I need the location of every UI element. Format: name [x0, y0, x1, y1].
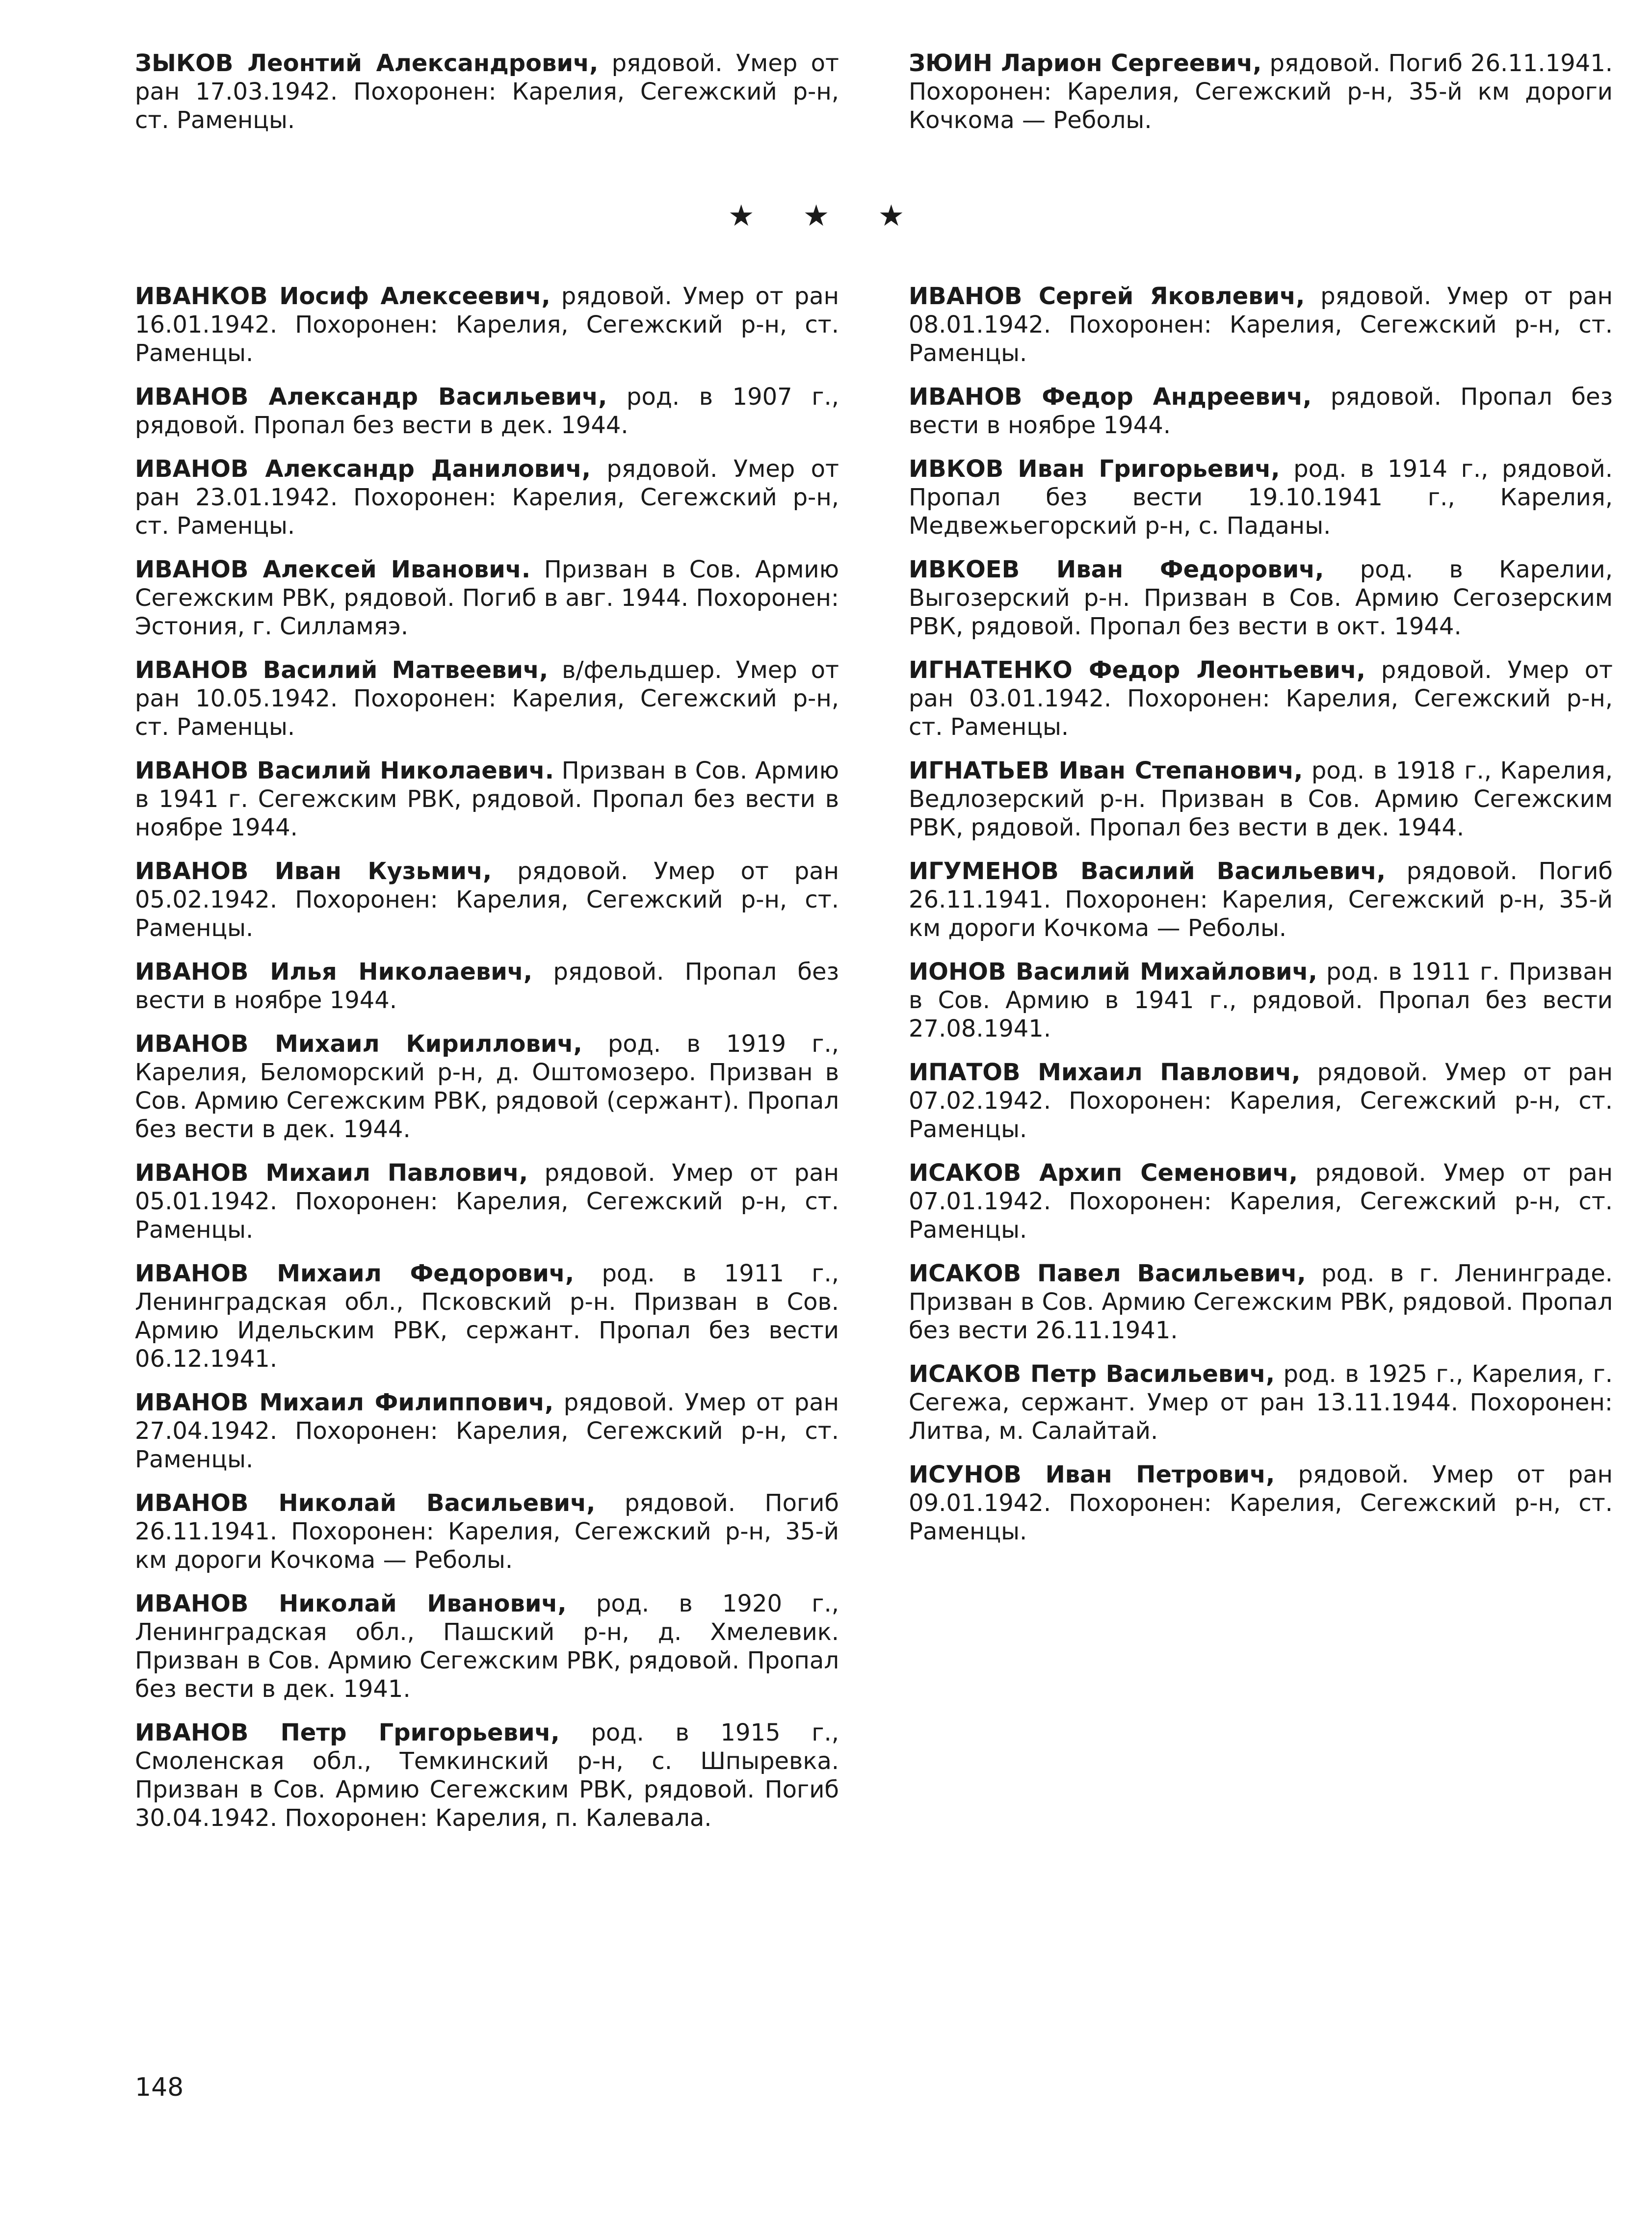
- entry-text: род. в 1915 г., Смоленская обл., Темкинский р-н, с. Шпыревка. Призван в Сов. Армию Сегежским РВК, рядовой. Погиб 30.04.1942. Похоронен: Карелия, п. Калевала.: [135, 1719, 839, 1832]
- list-item: [135, 455, 839, 540]
- entry-text: рядовой. Умер от ран 16.01.1942. Похоронен: Карелия, Сегежский р-н, ст. Раменцы.: [135, 283, 839, 367]
- entry-text: род. в Карелии, Выгозерский р-н. Призван в Сов. Армию Сегозерским РВК, рядовой. Пропал без вести в окт. 1944.: [909, 556, 1613, 640]
- list-item: [909, 1259, 1613, 1345]
- entry-name: ИВАНОВ Николай Васильевич,: [135, 1489, 596, 1517]
- list-item: [135, 1489, 839, 1574]
- list-item: [909, 383, 1613, 440]
- list-item: [909, 857, 1613, 942]
- list-item: [135, 857, 839, 942]
- list-item: [909, 656, 1613, 741]
- entry-text: рядовой. Погиб 26.11.1941. Похоронен: Карелия, Сегежский р-н, 35-й км дороги Кочкома — Реболы.: [135, 1489, 839, 1574]
- list-item: [909, 1159, 1613, 1244]
- entry-text: рядовой. Умер от ран 08.01.1942. Похоронен: Карелия, Сегежский р-н, ст. Раменцы.: [909, 283, 1613, 367]
- list-item: [135, 49, 839, 134]
- entry-name: ИСАКОВ Петр Васильевич,: [909, 1360, 1275, 1388]
- left-column: [135, 282, 839, 1848]
- right-column: [909, 282, 1613, 1561]
- entry-text: в/фельдшер. Умер от ран 10.05.1942. Похоронен: Карелия, Сегежский р-н, ст. Раменцы.: [135, 656, 839, 741]
- entry-text: рядовой. Умер от ран 05.01.1942. Похоронен: Карелия, Сегежский р-н, ст. Раменцы.: [135, 1159, 839, 1244]
- entry-name: ИВАНОВ Александр Данилович,: [135, 455, 591, 483]
- list-item: [909, 1360, 1613, 1445]
- list-item: [135, 1589, 839, 1703]
- list-item: [135, 555, 839, 641]
- entry-name: ИВКОВ Иван Григорьевич,: [909, 455, 1280, 483]
- entry-name: ИГУМЕНОВ Василий Васильевич,: [909, 858, 1386, 885]
- entry-name: ИВАНОВ Алексей Иванович.: [135, 556, 531, 583]
- entry-text: рядовой. Пропал без вести в ноябре 1944.: [135, 958, 839, 1014]
- list-item: [909, 455, 1613, 540]
- entry-name: ИВАНОВ Петр Григорьевич,: [135, 1719, 560, 1746]
- top-right-column: [909, 49, 1613, 150]
- entry-text: рядовой. Умер от ран 23.01.1942. Похоронен: Карелия, Сегежский р-н, ст. Раменцы.: [135, 455, 839, 540]
- entry-text: рядовой. Погиб 26.11.1941. Похоронен: Карелия, Сегежский р-н, 35-й км дороги Кочкома — Реболы.: [909, 50, 1613, 134]
- list-item: [135, 656, 839, 741]
- entry-name: ИСАКОВ Архип Семенович,: [909, 1159, 1298, 1187]
- entry-text: рядовой. Умер от ран 17.03.1942. Похоронен: Карелия, Сегежский р-н, ст. Раменцы.: [135, 50, 839, 134]
- entry-name: ИВАНОВ Михаил Федорович,: [135, 1260, 575, 1287]
- list-item: [909, 958, 1613, 1043]
- entry-text: род. в 1914 г., рядовой. Пропал без вести 19.10.1941 г., Карелия, Медвежьегорский р-н, с. Паданы.: [909, 455, 1613, 540]
- entry-name: ИВАНОВ Василий Матвеевич,: [135, 656, 549, 684]
- entry-text: рядовой. Умер от ран 07.02.1942. Похоронен: Карелия, Сегежский р-н, ст. Раменцы.: [909, 1059, 1613, 1143]
- entry-name: ИВКОЕВ Иван Федорович,: [909, 556, 1324, 583]
- list-item: [909, 1460, 1613, 1546]
- entry-name: ИВАНОВ Василий Николаевич.: [135, 757, 554, 784]
- list-item: [135, 1030, 839, 1144]
- entry-name: ИВАНОВ Михаил Павлович,: [135, 1159, 528, 1187]
- entry-name: ИВАНКОВ Иосиф Алексеевич,: [135, 283, 551, 310]
- entry-text: рядовой. Пропал без вести в ноябре 1944.: [909, 383, 1613, 439]
- entry-text: род. в 1918 г., Карелия, Ведлозерский р-н. Призван в Сов. Армию Сегежским РВК, рядовой. Пропал без вести в дек. 1944.: [909, 757, 1613, 841]
- list-item: [135, 383, 839, 440]
- entry-text: Призван в Сов. Армию в 1941 г. Сегежским РВК, рядовой. Пропал без вести в ноябре 1944.: [135, 757, 839, 841]
- entry-text: род. в 1907 г., рядовой. Пропал без вести в дек. 1944.: [135, 383, 839, 439]
- entry-text: рядовой. Умер от ран 07.01.1942. Похоронен: Карелия, Сегежский р-н, ст. Раменцы.: [909, 1159, 1613, 1244]
- entry-name: ИВАНОВ Михаил Филиппович,: [135, 1389, 554, 1416]
- top-left-column: [135, 49, 839, 150]
- entry-name: ИВАНОВ Михаил Кириллович,: [135, 1030, 582, 1058]
- entry-text: рядовой. Умер от ран 03.01.1942. Похоронен: Карелия, Сегежский р-н, ст. Раменцы.: [909, 656, 1613, 741]
- entry-name: ИПАТОВ Михаил Павлович,: [909, 1059, 1301, 1086]
- list-item: [135, 958, 839, 1015]
- entry-name: ЗЫКОВ Леонтий Александрович,: [135, 50, 599, 77]
- entry-text: рядовой. Умер от ран 09.01.1942. Похоронен: Карелия, Сегежский р-н, ст. Раменцы.: [909, 1461, 1613, 1545]
- list-item: [909, 756, 1613, 842]
- entry-name: ИСАКОВ Павел Васильевич,: [909, 1260, 1306, 1287]
- entry-text: Призван в Сов. Армию Сегежским РВК, рядовой. Погиб в авг. 1944. Похоронен: Эстония, г. Силламяэ.: [135, 556, 839, 640]
- entry-name: ИОНОВ Василий Михайлович,: [909, 958, 1317, 986]
- entry-text: рядовой. Умер от ран 05.02.1942. Похоронен: Карелия, Сегежский р-н, ст. Раменцы.: [135, 858, 839, 942]
- list-item: [135, 1259, 839, 1373]
- entry-text: род. в 1911 г., Ленинградская обл., Псковский р-н. Призван в Сов. Армию Идельским РВК, сержант. Пропал без вести 06.12.1941.: [135, 1260, 839, 1373]
- entry-name: ИВАНОВ Илья Николаевич,: [135, 958, 533, 986]
- entry-name: ИГНАТЬЕВ Иван Степанович,: [909, 757, 1303, 784]
- entry-name: ИВАНОВ Николай Иванович,: [135, 1590, 567, 1617]
- list-item: [135, 1718, 839, 1832]
- entry-name: ИВАНОВ Иван Кузьмич,: [135, 858, 492, 885]
- entry-text: рядовой. Погиб 26.11.1941. Похоронен: Карелия, Сегежский р-н, 35-й км дороги Кочкома — Реболы.: [909, 858, 1613, 942]
- list-item: [135, 282, 839, 367]
- entry-text: род. в 1919 г., Карелия, Беломорский р-н, д. Оштомозеро. Призван в Сов. Армию Сегежским РВК, рядовой (сержант). Пропал без вести в дек. 1944.: [135, 1030, 839, 1143]
- entry-text: род. в 1925 г., Карелия, г. Сегежа, сержант. Умер от ран 13.11.1944. Похоронен: Литва, м. Салайтай.: [909, 1360, 1613, 1445]
- list-item: [909, 49, 1613, 134]
- list-item: [909, 282, 1613, 367]
- entry-text: род. в г. Ленинграде. Призван в Сов. Армию Сегежским РВК, рядовой. Пропал без вести 26.11.1941.: [909, 1260, 1613, 1344]
- entry-name: ИСУНОВ Иван Петрович,: [909, 1461, 1275, 1488]
- entry-name: ЗЮИН Ларион Сергеевич,: [909, 50, 1262, 77]
- list-item: [909, 555, 1613, 641]
- section-separator: ★ ★ ★: [728, 199, 924, 233]
- entry-text: род. в 1911 г. Призван в Сов. Армию в 1941 г., рядовой. Пропал без вести 27.08.1941.: [909, 958, 1613, 1042]
- list-item: [135, 756, 839, 842]
- entry-name: ИВАНОВ Сергей Яковлевич,: [909, 283, 1305, 310]
- entry-text: рядовой. Умер от ран 27.04.1942. Похоронен: Карелия, Сегежский р-н, ст. Раменцы.: [135, 1389, 839, 1473]
- entry-name: ИВАНОВ Александр Васильевич,: [135, 383, 607, 411]
- entry-text: род. в 1920 г., Ленинградская обл., Пашский р-н, д. Хмелевик. Призван в Сов. Армию Сегежским РВК, рядовой. Пропал без вести в дек. 1941.: [135, 1590, 839, 1703]
- list-item: [135, 1388, 839, 1474]
- entry-name: ИГНАТЕНКО Федор Леонтьевич,: [909, 656, 1365, 684]
- list-item: [135, 1159, 839, 1244]
- page-number: 148: [135, 2073, 184, 2102]
- list-item: [909, 1058, 1613, 1144]
- entry-name: ИВАНОВ Федор Андреевич,: [909, 383, 1312, 411]
